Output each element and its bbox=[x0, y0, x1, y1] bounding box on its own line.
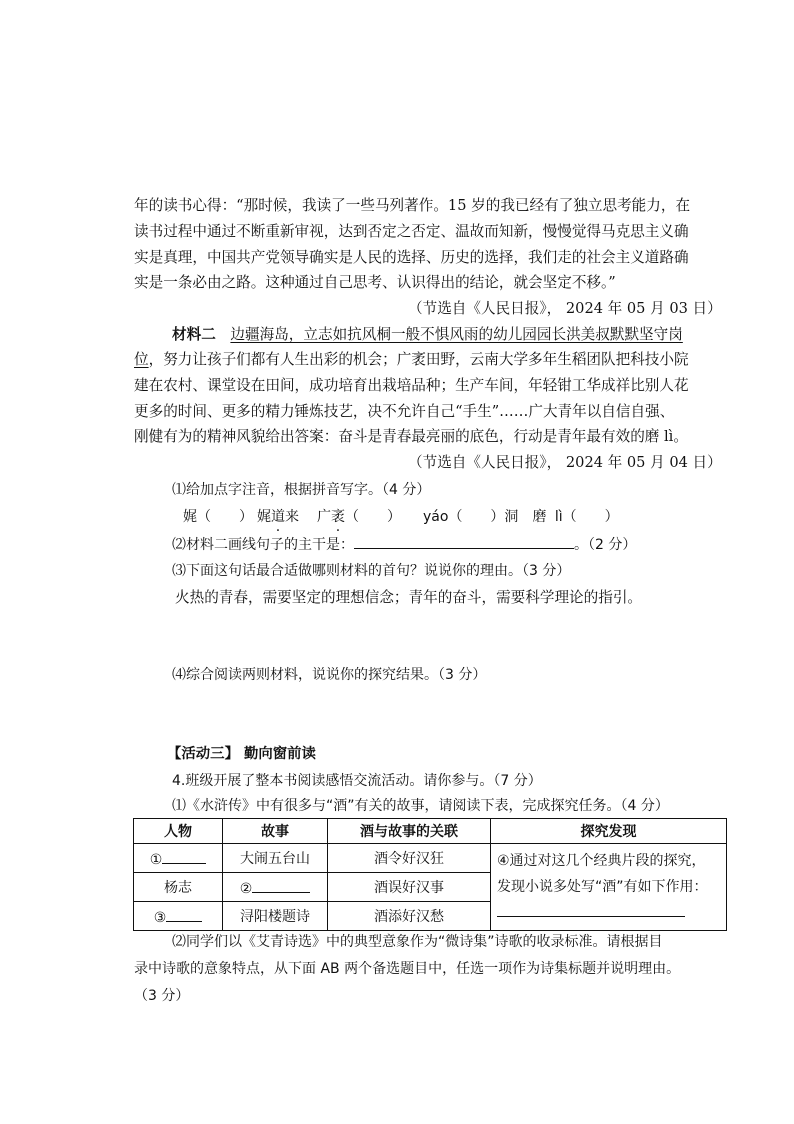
cell-character: ① bbox=[134, 844, 223, 873]
answer-blank-4[interactable] bbox=[497, 902, 685, 917]
q1-answer-c[interactable]: （ ）洞 bbox=[448, 509, 519, 525]
q2-points: 。（2 分） bbox=[574, 537, 637, 553]
material-two-source: （节选自《人民日报》， 2024 年 05 月 04 日） bbox=[408, 454, 722, 471]
q1-answer-a[interactable]: （ ） bbox=[197, 509, 253, 525]
header-story: 故事 bbox=[223, 819, 328, 844]
answer-blank-1[interactable] bbox=[162, 849, 206, 864]
material-two-label: 材料二 bbox=[172, 326, 216, 343]
q2-answer-blank[interactable] bbox=[354, 534, 574, 549]
finding-line: ④通过对这几个经典片段的探究， bbox=[497, 853, 706, 869]
cell-finding bbox=[491, 844, 727, 931]
q1-word-a-post: 来 bbox=[285, 509, 299, 525]
question-4-sub-2-line: （3 分） bbox=[134, 988, 190, 1004]
table-row bbox=[134, 844, 727, 873]
material-one-line: 实是真理，中国共产党领导确实是人民的选择、历史的选择，我们走的社会主义道路确 bbox=[134, 249, 689, 266]
header-finding: 探究发现 bbox=[491, 819, 727, 844]
q1-word-a-pre: 娓 bbox=[257, 509, 271, 525]
cell-character: ③ bbox=[134, 902, 223, 931]
question-4-sub-1: ⑴《水浒传》中有很多与“酒”有关的故事，请阅读下表，完成探究任务。（4 分） bbox=[172, 798, 669, 814]
q1-dotted-char-b: 袤 bbox=[331, 509, 345, 525]
cell-relation: 酒添好汉愁 bbox=[328, 902, 491, 931]
question-1: ⑴给加点字注音，根据拼音写字。（4 分） bbox=[172, 482, 431, 498]
question-2 bbox=[172, 534, 636, 555]
q1-answer-d[interactable]: （ ） bbox=[562, 509, 619, 525]
q1-word-d: 磨 lì bbox=[532, 509, 563, 525]
material-two-line-rest: ，努力让孩子们都有人生出彩的机会；广袤田野，云南大学多年生稻团队把科技小院 bbox=[148, 351, 689, 368]
q1-pinyin-c: yáo bbox=[423, 509, 449, 525]
material-two-line: 更多的时间、更多的精力锤炼技艺，决不允许自己“手生”……广大青年以自信自强、 bbox=[134, 403, 675, 420]
q1-dotted-char-a: 道 bbox=[271, 509, 285, 525]
answer-blank-3[interactable] bbox=[166, 907, 202, 922]
finding-line: 发现小说多处写“酒”有如下作用： bbox=[497, 879, 708, 895]
cell-relation: 酒误好汉事 bbox=[328, 873, 491, 902]
material-two-line bbox=[134, 350, 689, 370]
underlined-sentence-end: 位 bbox=[134, 351, 149, 368]
q2-prompt: ⑵材料二画线句子的主干是： bbox=[172, 537, 354, 553]
question-1-items bbox=[183, 507, 619, 527]
shuihu-wine-table bbox=[133, 818, 727, 931]
q1-word-b-pre: 广 bbox=[317, 509, 331, 525]
material-one-line: 年的读书心得：“那时候，我读了一些马列著作。15 岁的我已经有了独立思考能力，在 bbox=[134, 197, 691, 214]
cell-character: 杨志 bbox=[134, 873, 223, 902]
question-4-sub-2-line: 录中诗歌的意象特点，从下面 AB 两个备选题目中，任选一项作为诗集标题并说明理由。 bbox=[134, 961, 681, 977]
material-one-line: 实是一条必由之路。这种通过自己思考、认识得出的结论，就会坚定不移。” bbox=[134, 274, 616, 291]
cell-story: 大闹五台山 bbox=[223, 844, 328, 873]
material-two-line: 建在农村、课堂设在田间，成功培育出栽培品种；生产车间，年轻钳工华成祥比别人花 bbox=[134, 377, 689, 394]
cell-story: 浔阳楼题诗 bbox=[223, 902, 328, 931]
material-one-source: （节选自《人民日报》， 2024 年 05 月 03 日） bbox=[408, 300, 722, 317]
activity-3-title: 【活动三】 勤向窗前读 bbox=[167, 746, 316, 762]
cell-relation: 酒令好汉狂 bbox=[328, 844, 491, 873]
question-4-sub-2-line: ⑵同学们以《艾青诗选》中的典型意象作为“微诗集”诗歌的收录标准。请根据目 bbox=[172, 934, 663, 950]
question-4: ⑷综合阅读两则材料，说说你的探究结果。（3 分） bbox=[172, 667, 487, 683]
q1-answer-b[interactable]: （ ） bbox=[345, 509, 401, 525]
underlined-sentence: 边疆海岛，立志如抗风桐一般不惧风雨的幼儿园园长洪美叔默默坚守岗 bbox=[230, 326, 683, 343]
material-one-line: 读书过程中通过不断重新审视，达到否定之否定、温故而知新，慢慢觉得马克思主义确 bbox=[134, 223, 689, 240]
header-character: 人物 bbox=[134, 819, 223, 844]
material-two-line: 刚健有为的精神风貌给出答案：奋斗是青春最亮丽的底色，行动是青年最有效的磨 lì。 bbox=[134, 428, 688, 445]
question-3-quote: 火热的青春，需要坚定的理想信念；青年的奋斗，需要科学理论的指引。 bbox=[175, 589, 643, 606]
header-relation: 酒与故事的关联 bbox=[328, 819, 491, 844]
material-two-first-line bbox=[172, 325, 683, 345]
cell-story: ② bbox=[223, 873, 328, 902]
q1-char-a: 娓 bbox=[183, 509, 197, 525]
question-4-main: 4.班级开展了整本书阅读感悟交流活动。请你参与。（7 分） bbox=[172, 773, 542, 789]
answer-blank-2[interactable] bbox=[252, 878, 310, 893]
question-3: ⑶下面这句话最合适做哪则材料的首句？说说你的理由。（3 分） bbox=[172, 563, 571, 579]
